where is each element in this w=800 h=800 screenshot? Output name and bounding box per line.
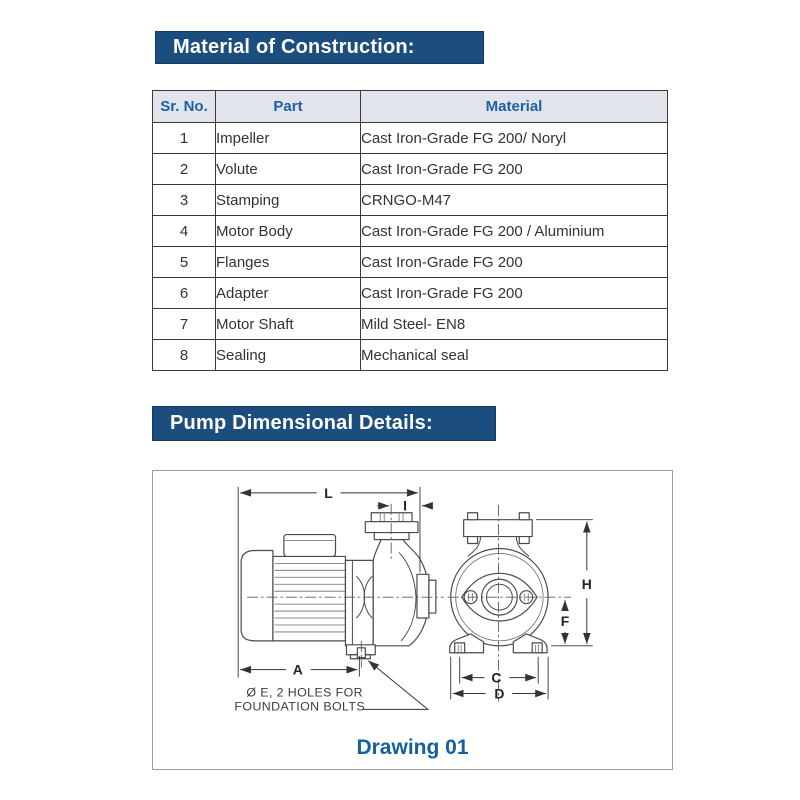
cell-material: Cast Iron-Grade FG 200/ Noryl	[361, 123, 668, 154]
dim-L	[240, 485, 418, 501]
cell-material: Cast Iron-Grade FG 200	[361, 247, 668, 278]
cell-material: CRNGO-M47	[361, 185, 668, 216]
cell-part: Stamping	[216, 185, 361, 216]
cell-part: Flanges	[216, 247, 361, 278]
cell-sr: 6	[153, 278, 216, 309]
dim-H	[582, 522, 592, 644]
cell-part: Adapter	[216, 278, 361, 309]
cell-part: Volute	[216, 154, 361, 185]
cell-part: Motor Body	[216, 216, 361, 247]
header-sr-no: Sr. No.	[153, 91, 216, 123]
note-text-line1: Ø E, 2 HOLES FOR	[246, 685, 364, 700]
materials-table	[152, 90, 668, 371]
adapter-bracket	[345, 560, 373, 645]
pump-drawing-svg	[153, 471, 672, 769]
drawing-caption: Drawing 01	[356, 736, 469, 759]
cell-sr: 5	[153, 247, 216, 278]
front-flange-bolt-bl	[468, 537, 478, 544]
table-row	[153, 340, 668, 371]
cell-material: Cast Iron-Grade FG 200 / Aluminium	[361, 216, 668, 247]
dim-A	[240, 662, 357, 678]
suction-flange-cap	[371, 513, 412, 522]
discharge-port	[417, 574, 429, 618]
cell-material: Mild Steel- EN8	[361, 309, 668, 340]
dim-C	[462, 670, 537, 686]
cell-material: Mechanical seal	[361, 340, 668, 371]
cell-sr: 8	[153, 340, 216, 371]
cell-sr: 4	[153, 216, 216, 247]
front-flange-bolt-br	[519, 537, 529, 544]
cell-sr: 2	[153, 154, 216, 185]
materials-section-title: Material of Construction:	[155, 31, 484, 64]
suction-flange-step	[374, 533, 409, 540]
table-row	[153, 123, 668, 154]
cell-sr: 1	[153, 123, 216, 154]
dim-label-f: F	[560, 612, 570, 629]
cell-material: Cast Iron-Grade FG 200	[361, 278, 668, 309]
cell-sr: 7	[153, 309, 216, 340]
front-flange-bolt-tl	[468, 513, 478, 520]
terminal-box	[284, 535, 336, 557]
table-header-row	[153, 91, 668, 123]
dim-F	[561, 600, 570, 644]
motor-rear-cover	[241, 550, 273, 640]
cell-sr: 3	[153, 185, 216, 216]
cell-part: Impeller	[216, 123, 361, 154]
table-row	[153, 185, 668, 216]
table-row	[153, 309, 668, 340]
dim-label-c: C	[491, 669, 502, 686]
table-row	[153, 278, 668, 309]
motor-fins-body	[273, 556, 346, 640]
front-flange-plate	[464, 520, 533, 537]
front-foot-bolt-right	[532, 643, 542, 653]
discharge-port-step	[429, 580, 436, 613]
dim-label-l: L	[324, 484, 333, 501]
dim-D	[453, 685, 546, 701]
suction-flange-plate	[365, 522, 418, 533]
note-text-line2: FOUNDATION BOLTS	[234, 699, 366, 714]
header-material: Material	[361, 91, 668, 123]
pump-dimensional-drawing	[152, 470, 673, 770]
table-row	[153, 247, 668, 278]
front-flange-bolt-tr	[519, 513, 529, 520]
dim-I	[377, 498, 432, 514]
header-part: Part	[216, 91, 361, 123]
cell-material: Cast Iron-Grade FG 200	[361, 154, 668, 185]
dim-label-d: D	[494, 685, 505, 702]
dimensions-section-title: Pump Dimensional Details:	[152, 406, 496, 441]
cell-part: Motor Shaft	[216, 309, 361, 340]
dim-label-h: H	[581, 576, 592, 593]
table-row	[153, 154, 668, 185]
pump-front-view	[450, 513, 548, 653]
dim-label-a: A	[292, 661, 303, 678]
dim-label-i: I	[403, 497, 407, 514]
front-foot-bolt-left	[455, 643, 465, 653]
foundation-bolt-note	[234, 661, 427, 714]
note-leader-line	[363, 661, 428, 710]
table-row	[153, 216, 668, 247]
pump-side-view	[241, 513, 436, 659]
cell-part: Sealing	[216, 340, 361, 371]
